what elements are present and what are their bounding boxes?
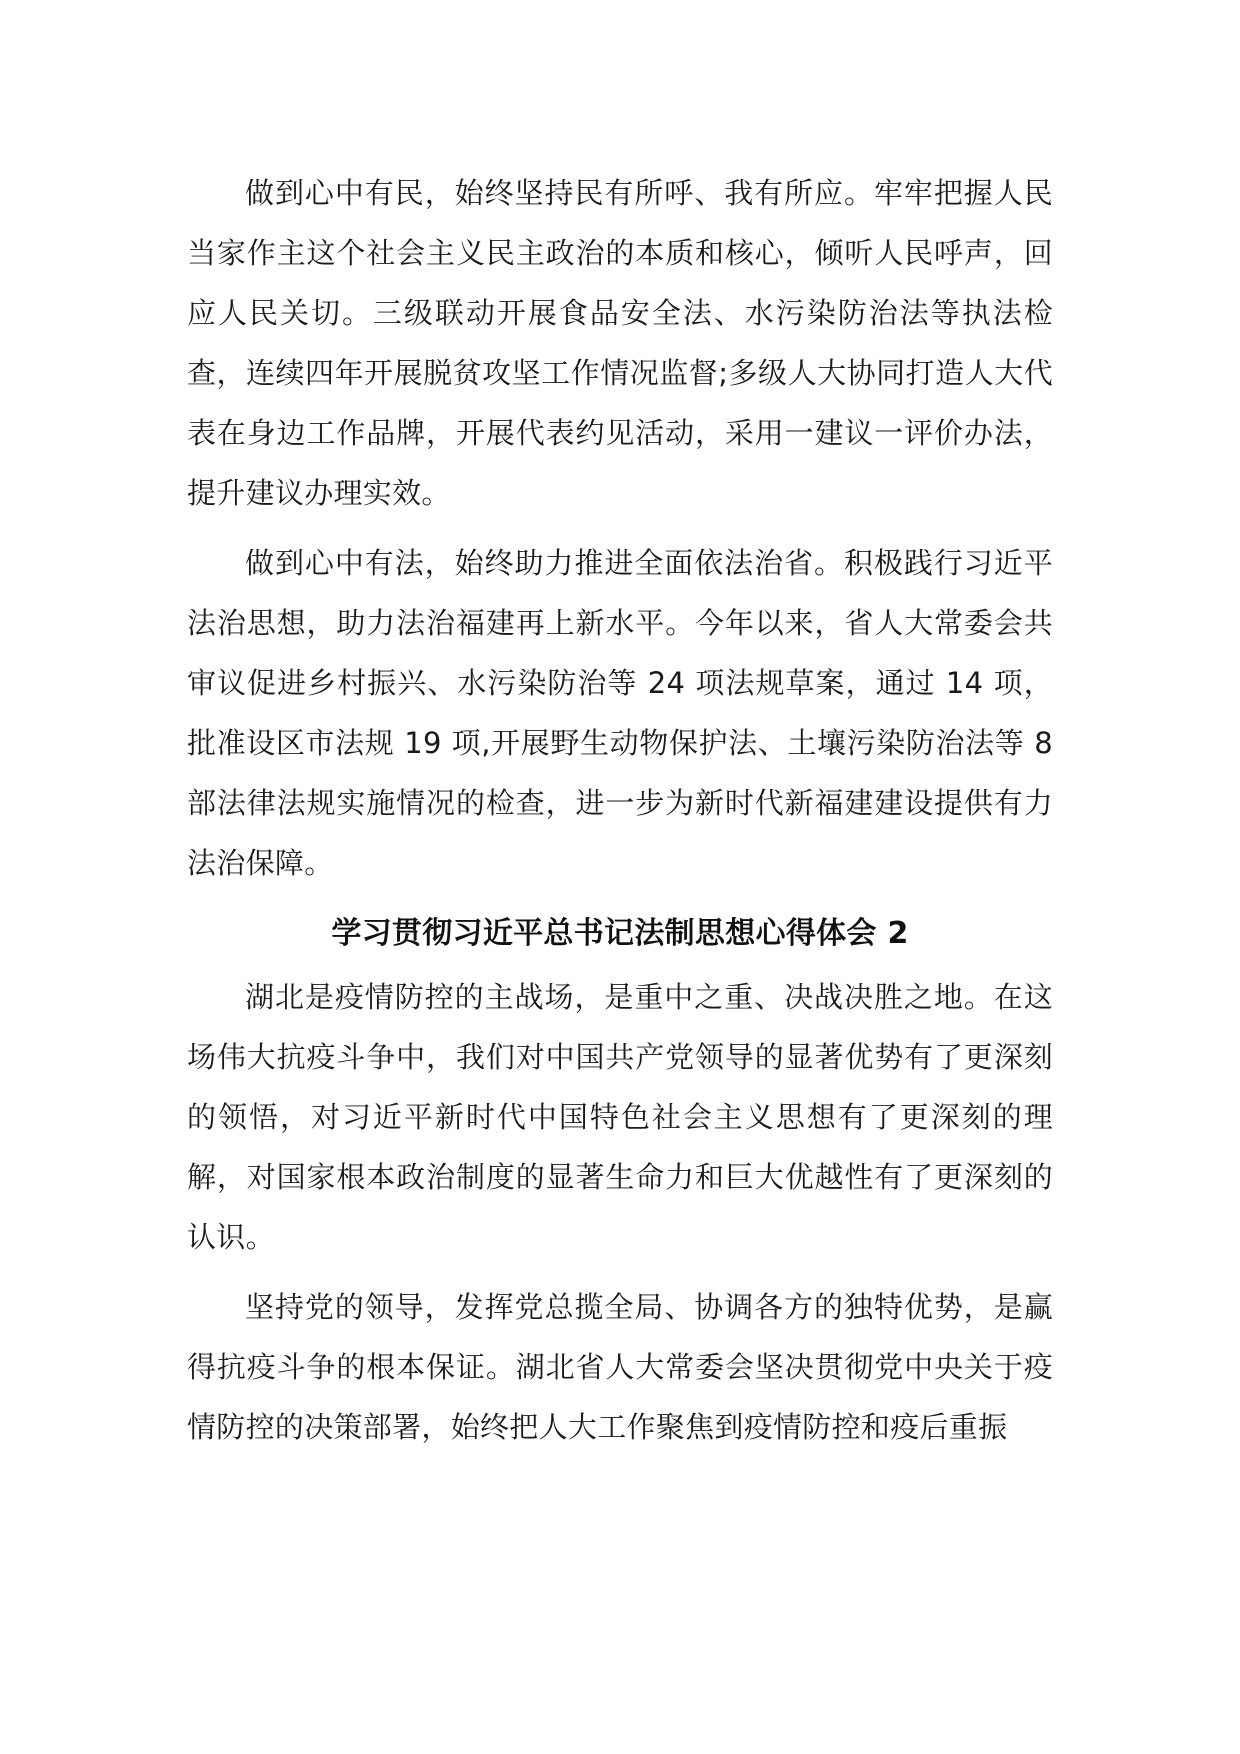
paragraph-hubei-epidemic: 湖北是疫情防控的主战场，是重中之重、决战决胜之地。在这场伟大抗疫斗争中，我们对中国共产党领导的显著优势有了更深刻的领悟，对习近平新时代中国特色社会主义思想有了更深刻的理解，对国家根本政治制度的显著生命力和巨大优越性有了更深刻的认识。 xyxy=(187,980,1053,1254)
section-heading: 学习贯彻习近平总书记法制思想心得体会 2 xyxy=(331,916,909,951)
document-body xyxy=(187,163,1053,1467)
paragraph-party-leadership: 坚持党的领导，发挥党总揽全局、协调各方的独特优势，是赢得抗疫斗争的根本保证。湖北省人大常委会坚决贯彻党中央关于疫情防控的决策部署，始终把人大工作聚焦到疫情防控和疫后重振 xyxy=(187,1290,1053,1444)
paragraph-heart-with-people: 做到心中有民，始终坚持民有所呼、我有所应。牢牢把握人民当家作主这个社会主义民主政治的本质和核心，倾听人民呼声，回应人民关切。三级联动开展食品安全法、水污染防治法等执法检查，连续四年开展脱贫攻坚工作情况监督;多级人大协同打造人大代表在身边工作品牌，开展代表约见活动，采用一建议一评价办法，提升建议办理实效。 xyxy=(187,176,1053,510)
paragraph-heart-with-law: 做到心中有法，始终助力推进全面依法治省。积极践行习近平法治思想，助力法治福建再上新水平。今年以来，省人大常委会共审议促进乡村振兴、水污染防治等 24 项法规草案，通过 14 项，批准设区市法规 19 项,开展野生动物保护法、土壤污染防治法等 8 部法律法规实施情况的检查，进一步为新时代新福建建设提供有力法治保障。 xyxy=(187,546,1053,880)
